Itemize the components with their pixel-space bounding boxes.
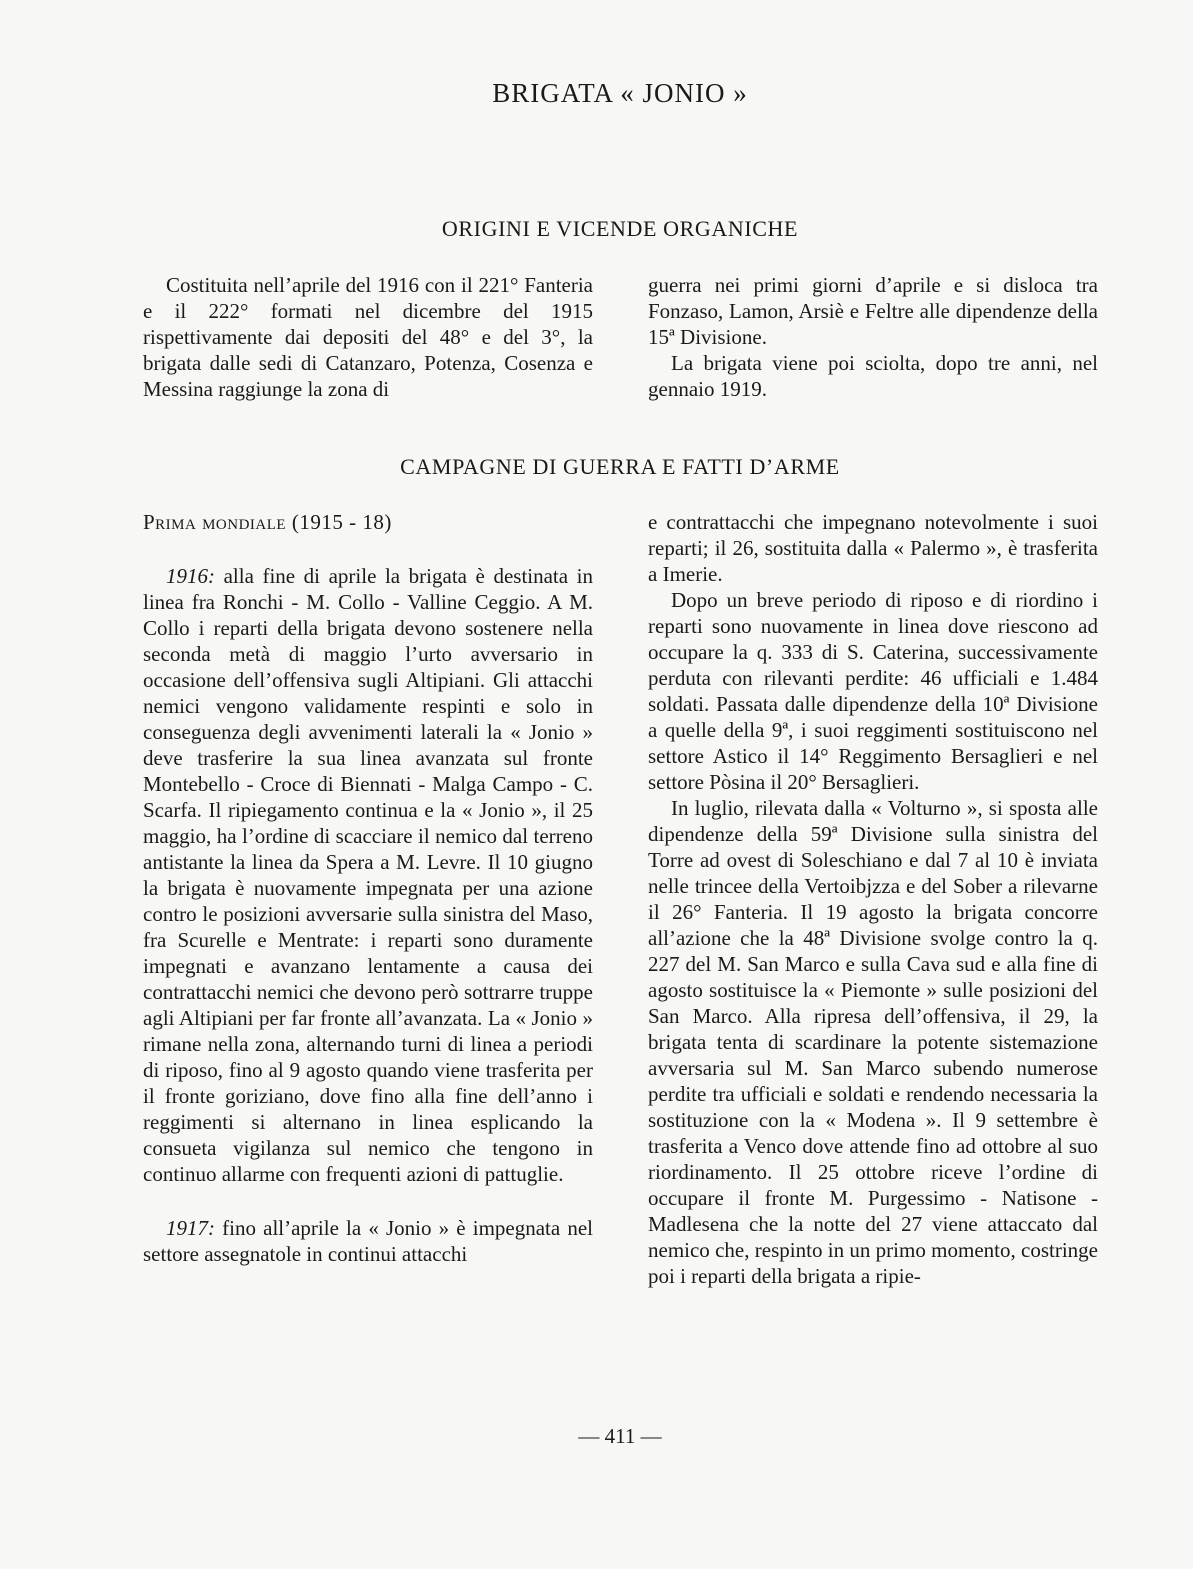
origini-paragraph-2: La brigata viene poi sciolta, dopo tre anni, nel gennaio 1919.: [648, 351, 1098, 401]
page-title: BRIGATA « JONIO »: [492, 78, 748, 108]
paragraph-1916: [143, 563, 593, 1187]
year-label-1916: 1916:: [166, 564, 215, 588]
campagne-right-paragraph-1: e contrattacchi che impegnano notevolmente i suoi reparti; il 26, sostituita dalla « Palermo », è trasferita a Imerie.: [648, 510, 1098, 586]
origini-left-column: [143, 272, 593, 402]
subheading-prima-mondiale: Prima mondiale (1915 - 18): [143, 510, 392, 534]
campagne-right-column: [648, 509, 1098, 1289]
heading-campagne: CAMPAGNE DI GUERRA E FATTI D’ARME: [400, 454, 840, 479]
year-label-1917: 1917:: [166, 1216, 215, 1240]
text-1916: alla fine di aprile la brigata è destinata in linea fra Ronchi - M. Collo - Valline Ceggio. A M. Collo i reparti della brigata devono sostenere nella seconda metà di maggio l’urto avversario in occasione dell’offensiva sugli Altipiani. Gli attacchi nemici vengono validamente respinti e solo in conseguenza degli avvenimenti laterali la « Jonio » deve trasferire la sua linea avanzata sul fronte Montebello - Croce di Biennati - Malga Campo - C. Scarfa. Il ripiegamento continua e la « Jonio », il 25 maggio, ha l’ordine di scacciare il nemico dal terreno antistante la linea da Spera a M. Levre. Il 10 giugno la brigata è nuovamente impegnata per una azione contro le posizioni avversarie sulla sinistra del Maso, fra Scurelle e Mentrate: i reparti sono duramente impegnati e avanzano lentamente a causa dei contrattacchi nemici che devono però sottrarre truppe agli Altipiani per far fronte all’avanzata. La « Jonio » rimane nella zona, alternando turni di linea a periodi di riposo, fino al 9 agosto quando viene trasferita per il fronte goriziano, dove fino alla fine dell’anno i reggimenti si alternano in linea esplicando la consueta vigilanza sul nemico che tengono in continuo allarme con frequenti azioni di pattuglie.: [143, 564, 593, 1186]
origini-paragraph-1: Costituita nell’aprile del 1916 con il 221° Fanteria e il 222° formati nel dicembre del 1915 rispettivamente dai depositi del 48° e del 3°, la brigata dalle sedi di Catanzaro, Potenza, Cosenza e Messina raggiunge la zona di: [143, 273, 593, 401]
origini-right-column: [648, 272, 1098, 402]
page-number: — 411 —: [578, 1424, 662, 1448]
text-1917: fino all’aprile la « Jonio » è impegnata nel settore assegnatole in continui attacchi: [143, 1216, 594, 1266]
origini-paragraph-1-cont: guerra nei primi giorni d’aprile e si disloca tra Fonzaso, Lamon, Arsiè e Feltre alle dipendenze della 15ª Divisione.: [648, 273, 1098, 349]
paragraph-1917: [143, 1215, 593, 1267]
heading-origini: ORIGINI E VICENDE ORGANICHE: [441, 216, 799, 241]
campagne-right-paragraph-3: In luglio, rilevata dalla « Volturno », si sposta alle dipendenze della 59ª Divisione sulla sinistra del Torre ad ovest di Soleschiano e dal 7 al 10 è inviata nelle trincee della Vertoibjzza e del Sober a rilevarne il 26° Fanteria. Il 19 agosto la brigata concorre all’azione che la 48ª Divisione svolge contro la q. 227 del M. San Marco e sulla Cava sud e alla fine di agosto sostituisce la « Piemonte » sulle posizioni del San Marco. Alla ripresa dell’offensiva, il 29, la brigata tenta di scardinare la potente sistemazione avversaria sul M. San Marco subendo numerose perdite tra ufficiali e soldati e rendendo necessaria la sostituzione con la « Modena ». Il 9 settembre è trasferita a Venco dove attende fino ad ottobre al suo riordinamento. Il 25 ottobre riceve l’ordine di occupare il fronte M. Purgessimo - Natisone - Madlesena che la notte del 27 viene attaccato dal nemico che, respinto in un primo momento, costringe poi i reparti della brigata a ripie-: [648, 796, 1098, 1288]
campagne-right-paragraph-2: Dopo un breve periodo di riposo e di riordino i reparti sono nuovamente in linea dove riescono ad occupare la q. 333 di S. Caterina, successivamente perduta con rilevanti perdite: 46 ufficiali e 1.484 soldati. Passata dalle dipendenze della 10ª Divisione a quelle della 9ª, i suoi reggimenti sostituiscono nel settore Astico il 14° Reggimento Bersaglieri e nel settore Pòsina il 20° Bersaglieri.: [648, 588, 1098, 794]
campagne-left-column: [143, 509, 593, 1267]
